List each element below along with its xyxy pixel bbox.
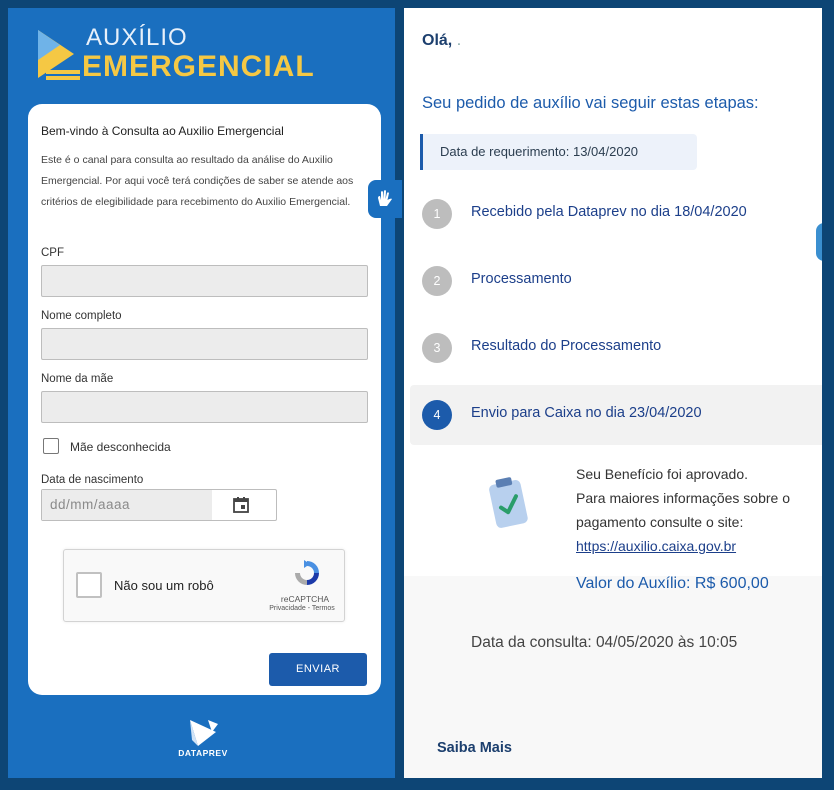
nascimento-field[interactable] [41, 489, 277, 521]
nome-label: Nome completo [41, 310, 122, 322]
cpf-input[interactable] [41, 265, 368, 297]
cpf-label: CPF [41, 247, 64, 259]
dataprev-text: DATAPREV [178, 748, 228, 758]
auxilio-logo [36, 22, 336, 92]
approval-line2: Para maiores informações sobre o pagamento consulte o site: [576, 490, 790, 530]
intro-text: Este é o canal para consulta ao resultado da análise do Auxilio Emergencial. Por aqui você terá condições de saber se atende aos critérios de elegibilidade para recebimento do Auxilio Emergencial. [41, 154, 354, 208]
side-tab[interactable] [816, 223, 822, 261]
nascimento-label: Data de nascimento [41, 474, 144, 486]
dataprev-logo [168, 718, 238, 763]
greeting-text: Olá, [422, 32, 453, 49]
greeting [422, 32, 461, 50]
step-1 [410, 184, 822, 244]
step-number: 4 [422, 400, 452, 430]
nome-input[interactable] [41, 328, 368, 360]
benefit-value: Valor do Auxílio: R$ 600,00 [576, 575, 769, 592]
saiba-mais-link[interactable]: Saiba Mais [437, 740, 512, 756]
accessibility-button[interactable] [368, 180, 402, 218]
step-number: 2 [422, 266, 452, 296]
step-label: Processamento [471, 271, 572, 287]
consulta-form-card [28, 104, 381, 695]
sign-language-icon [374, 188, 396, 210]
recaptcha-links[interactable]: Privacidade - Termos [269, 605, 335, 612]
nascimento-input[interactable]: dd/mm/aaaa [42, 490, 212, 520]
step-4 [410, 385, 822, 445]
mae-label: Nome da mãe [41, 373, 114, 385]
step-label: Envio para Caixa no dia 23/04/2020 [471, 405, 702, 421]
welcome-title: Bem-vindo à Consulta ao Auxilio Emergencial [41, 124, 284, 138]
request-date: Data de requerimento: 13/04/2020 [440, 144, 639, 159]
consulta-date: Data da consulta: 04/05/2020 às 10:05 [471, 634, 738, 651]
mae-desconhecida-label: Mãe desconhecida [70, 440, 171, 454]
recaptcha-icon [292, 558, 322, 588]
recaptcha-brand: reCAPTCHA [280, 594, 330, 604]
step-label: Resultado do Processamento [471, 338, 662, 354]
caixa-link[interactable]: https://auxilio.caixa.gov.br [576, 538, 737, 554]
step-number: 1 [422, 199, 452, 229]
step-2 [410, 251, 822, 311]
approval-line1: Seu Benefício foi aprovado. [576, 466, 749, 482]
auxilio-logo-icon [36, 26, 80, 82]
greeting-suffix: . [456, 32, 462, 49]
request-date-box [420, 134, 697, 170]
recaptcha-widget [63, 549, 345, 622]
recaptcha-checkbox[interactable] [76, 572, 102, 598]
step-label: Recebido pela Dataprev no dia 18/04/2020 [471, 204, 747, 220]
dataprev-logo-icon [168, 718, 238, 748]
logo-line2: EMERGENCIAL [82, 50, 315, 83]
step-3 [410, 318, 822, 378]
mae-desconhecida-checkbox[interactable] [43, 438, 59, 454]
logo-line1: AUXÍLIO [86, 24, 188, 51]
clipboard-check-icon [488, 474, 528, 530]
steps-title: Seu pedido de auxílio vai seguir estas etapas: [422, 94, 759, 112]
calendar-icon[interactable] [232, 496, 250, 514]
enviar-button[interactable]: ENVIAR [269, 653, 367, 686]
mae-input[interactable] [41, 391, 368, 423]
step-number: 3 [422, 333, 452, 363]
approval-message [576, 462, 816, 558]
login-panel [8, 8, 395, 778]
result-panel [404, 8, 822, 778]
recaptcha-label: Não sou um robô [114, 578, 214, 593]
